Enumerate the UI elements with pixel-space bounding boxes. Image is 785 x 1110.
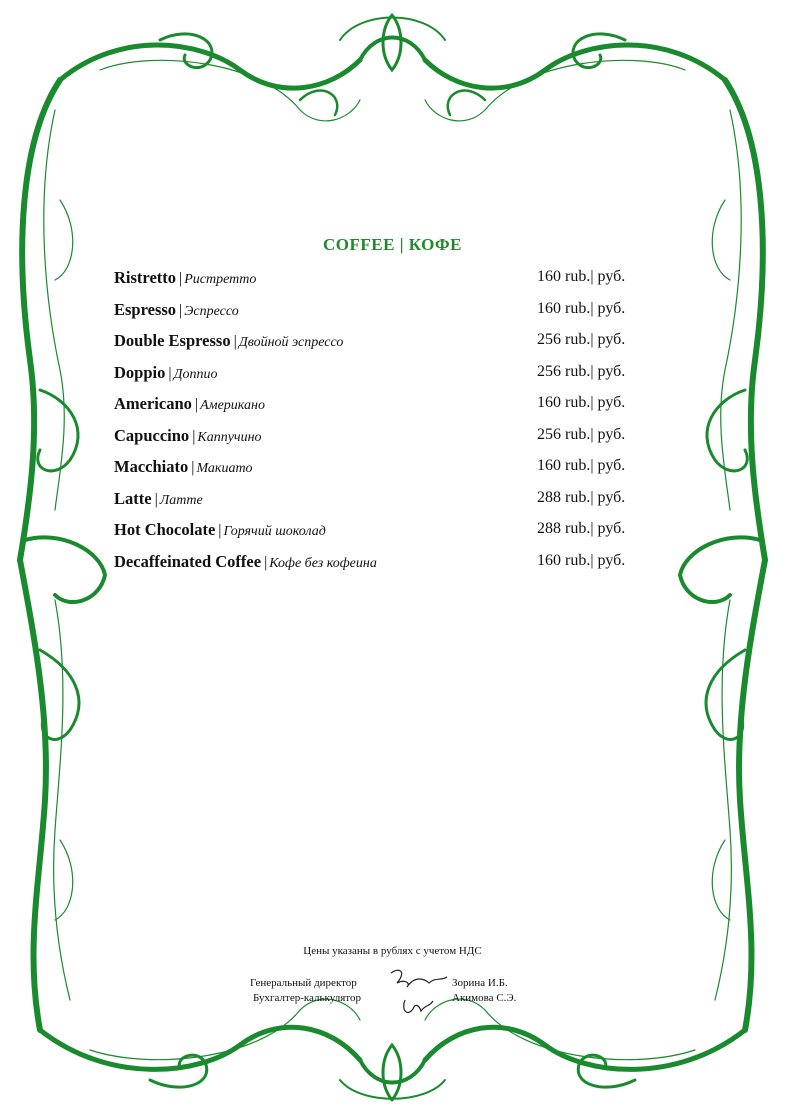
menu-item (114, 268, 644, 300)
menu-item-separator: | (192, 427, 196, 445)
menu-item-name-ru: Двойной эспрессо (238, 335, 344, 350)
handwritten-signature (385, 965, 455, 1020)
menu-item-separator: | (194, 396, 199, 413)
menu-item-price: 288 rub.| руб. (537, 520, 626, 537)
menu-item-price: 288 rub.| руб. (537, 488, 626, 506)
menu-list (114, 268, 644, 583)
menu-item-name-en: Doppio (114, 362, 166, 382)
menu-item-separator: | (218, 522, 222, 539)
menu-item-name-ru: Доппио (173, 366, 218, 382)
menu-item-price: 160 rub.| руб. (537, 299, 626, 317)
director-title: Генеральный директор (250, 977, 357, 989)
accountant-title: Бухгалтер-калькулятор (253, 992, 361, 1004)
menu-item-name-ru: Американо (200, 398, 265, 413)
menu-item-separator: | (179, 270, 183, 287)
menu-item (114, 300, 644, 332)
accountant-name: Акимова С.Э. (452, 992, 517, 1004)
menu-item-name-ru: Горячий шоколад (223, 524, 326, 539)
menu-item-name-en: Americano (114, 394, 192, 413)
menu-item-price: 160 rub.| руб. (537, 551, 626, 569)
menu-item-name-ru: Кофе без кофеина (269, 555, 377, 571)
menu-item-separator: | (154, 490, 158, 508)
menu-item-name-en: Capuccino (114, 425, 190, 445)
menu-item-name-en: Decaffeinated Coffee (114, 551, 262, 571)
menu-item-name-en: Macchiato (114, 457, 189, 476)
menu-item-name-en: Espresso (114, 299, 177, 319)
menu-item (114, 394, 644, 426)
menu-item (114, 520, 644, 552)
menu-item (114, 426, 644, 458)
menu-item-name-ru: Эспрессо (184, 303, 239, 319)
menu-item-name-ru: Ристретто (184, 272, 257, 287)
menu-item-price: 256 rub.| руб. (537, 331, 626, 348)
menu-item-separator: | (233, 333, 237, 350)
menu-item (114, 489, 644, 521)
menu-item-price: 160 rub.| руб. (537, 268, 626, 285)
menu-item-price: 160 rub.| руб. (537, 394, 626, 411)
menu-item-name-en: Ristretto (114, 268, 177, 287)
menu-item-name-ru: Латте (159, 492, 203, 508)
menu-item-separator: | (264, 553, 268, 571)
menu-item (114, 331, 644, 363)
menu-item-price: 160 rub.| руб. (537, 457, 626, 474)
menu-item-price: 256 rub.| руб. (537, 362, 626, 380)
menu-item-name-ru: Макиато (196, 461, 253, 476)
menu-item-name-ru: Каппучино (197, 429, 262, 445)
menu-item-name-en: Hot Chocolate (114, 520, 216, 539)
menu-item (114, 363, 644, 395)
menu-item-separator: | (168, 364, 172, 382)
menu-item-name-en: Double Espresso (114, 331, 231, 350)
vat-note: Цены указаны в рублях с учетом НДС (303, 945, 482, 957)
menu-item (114, 457, 644, 489)
director-name: Зорина И.Б. (452, 977, 508, 989)
menu-item-separator: | (191, 459, 195, 476)
menu-item-separator: | (179, 301, 183, 319)
menu-item (114, 552, 644, 584)
menu-item-price: 256 rub.| руб. (537, 425, 626, 443)
menu-item-name-en: Latte (114, 488, 152, 508)
section-title: COFFEE | КОФЕ (323, 235, 462, 254)
